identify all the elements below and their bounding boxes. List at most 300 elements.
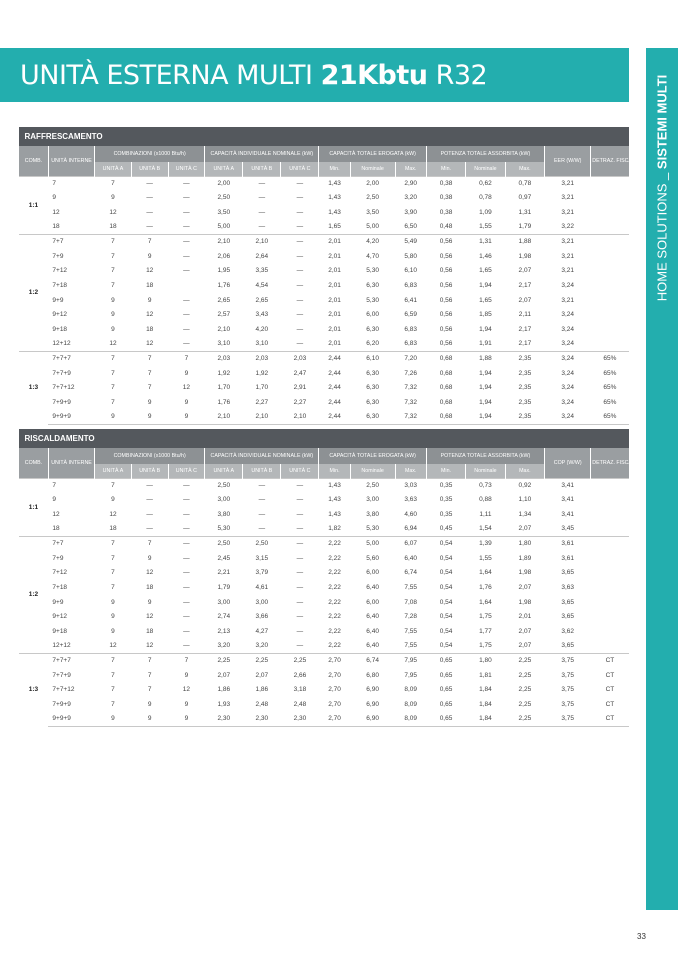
col-unita-interne: UNITÀ INTERNE — [48, 448, 94, 478]
value-cell: 3,62 — [561, 627, 575, 635]
value-cell: 3,21 — [561, 194, 575, 202]
value-cell: 1,93 — [217, 700, 231, 708]
value-cell: 2,22 — [328, 583, 341, 591]
value-cell: 3,61 — [561, 554, 575, 562]
value-cell: 2,07 — [217, 671, 231, 679]
value-cell: 2,70 — [328, 700, 341, 708]
title-bold: 21Kbtu — [320, 60, 428, 91]
col-cap-totale: CAPACITÀ TOTALE EROGATA (kW) — [319, 146, 426, 162]
value-cell: 3,24 — [561, 398, 575, 406]
value-cell: — — [168, 176, 205, 191]
value-cell: 2,01 — [328, 325, 341, 333]
value-cell: 3,75 — [545, 653, 591, 668]
value-cell: 1,46 — [479, 252, 492, 260]
value-cell: 2,01 — [328, 267, 341, 275]
value-cell: 3,24 — [561, 369, 575, 377]
value-cell: 5,30 — [350, 522, 395, 537]
value-cell: 1,76 — [217, 398, 231, 406]
table-row — [19, 522, 630, 537]
value-cell: — — [168, 337, 205, 352]
value-cell: 2,01 — [328, 296, 341, 304]
value-cell: 3,21 — [561, 267, 575, 275]
value-cell: 6,83 — [404, 281, 417, 289]
value-cell: 2,70 — [319, 712, 350, 727]
table-row — [19, 682, 630, 697]
header-row-sub — [19, 464, 630, 478]
value-cell: 1,94 — [479, 369, 492, 377]
indoor-units-cell: 9+18 — [52, 325, 68, 333]
value-cell — [591, 307, 629, 322]
value-cell: 2,22 — [319, 639, 350, 654]
value-cell — [591, 176, 629, 191]
indoor-units-cell: 7+7+9 — [52, 369, 71, 377]
value-cell: 0,65 — [426, 712, 465, 727]
value-cell: 0,54 — [439, 613, 453, 621]
value-cell: 1,64 — [479, 598, 492, 606]
value-cell: 7 — [147, 686, 152, 694]
value-cell: 2,25 — [505, 653, 544, 668]
value-cell: 2,17 — [518, 281, 532, 289]
value-cell: 2,91 — [293, 384, 307, 392]
value-cell: 7 — [95, 478, 132, 493]
value-cell: — — [168, 522, 205, 537]
indoor-units-cell: 9+12 — [52, 311, 68, 319]
subcol-nominale: Nominale — [350, 464, 395, 478]
value-cell: 3,22 — [545, 220, 591, 235]
value-cell: 2,50 — [350, 478, 395, 493]
side-label — [655, 75, 670, 302]
indoor-units-cell: 7+9 — [52, 252, 64, 260]
value-cell: 7 — [95, 653, 132, 668]
value-cell: — — [243, 522, 281, 537]
table-row — [19, 176, 630, 191]
value-cell: 2,10 — [243, 410, 281, 425]
indoor-units-cell: 9+9 — [52, 598, 64, 606]
value-cell: 3,10 — [243, 337, 281, 352]
subcol-nominale: Nominale — [350, 162, 395, 176]
value-cell: 7 — [111, 398, 115, 406]
value-cell: 2,17 — [505, 337, 544, 352]
value-cell: 7,55 — [404, 627, 417, 635]
indoor-units-cell: 18 — [48, 220, 94, 235]
value-cell: 1,31 — [466, 234, 505, 249]
value-cell: 3,24 — [545, 337, 591, 352]
value-cell: 1,86 — [255, 686, 269, 694]
value-cell: 6,83 — [404, 325, 417, 333]
value-cell: — — [281, 522, 319, 537]
value-cell: — — [168, 639, 205, 654]
value-cell: 1,95 — [217, 267, 231, 275]
value-cell: 2,50 — [243, 536, 281, 551]
value-cell: 2,44 — [319, 410, 350, 425]
value-cell: 3,21 — [545, 234, 591, 249]
col-cap-individuale: CAPACITÀ INDIVIDUALE NOMINALE (kW) — [205, 448, 319, 464]
value-cell: 3,80 — [217, 510, 231, 518]
value-cell: 8,09 — [404, 700, 417, 708]
value-cell: 1,81 — [479, 671, 492, 679]
value-cell: 4,54 — [255, 281, 269, 289]
value-cell: — — [296, 496, 304, 504]
value-cell: 6,83 — [395, 337, 426, 352]
col-combinazioni: COMBINAZIONI (x1000 Btu/h) — [95, 448, 205, 464]
value-cell: 6,20 — [350, 337, 395, 352]
value-cell: 3,21 — [561, 208, 575, 216]
value-cell: 0,38 — [426, 176, 465, 191]
value-cell: 3,24 — [561, 281, 575, 289]
table-row — [19, 668, 630, 683]
value-cell: 3,24 — [561, 384, 575, 392]
value-cell: 3,41 — [561, 510, 575, 518]
section-title: RISCALDAMENTO — [19, 429, 630, 448]
value-cell: 2,50 — [205, 478, 243, 493]
value-cell: 1,82 — [319, 522, 350, 537]
value-cell: 3,20 — [243, 639, 281, 654]
value-cell: 2,35 — [518, 398, 532, 406]
value-cell — [591, 478, 629, 493]
value-cell: — — [296, 627, 304, 635]
table-row — [19, 595, 630, 610]
indoor-units-cell: 7+7+9 — [52, 671, 71, 679]
value-cell: 1,94 — [479, 384, 492, 392]
value-cell: 7,55 — [404, 583, 417, 591]
cooling-table — [18, 127, 637, 425]
table-row — [19, 220, 630, 235]
header-row-sub — [19, 162, 630, 176]
value-cell: 0,65 — [439, 686, 453, 694]
value-cell: — — [131, 522, 168, 537]
value-cell: 2,01 — [518, 613, 532, 621]
value-cell: 2,11 — [518, 311, 531, 319]
value-cell: 2,90 — [395, 176, 426, 191]
value-cell: 2,35 — [505, 351, 544, 366]
value-cell: 0,92 — [505, 478, 544, 493]
value-cell: 5,00 — [350, 220, 395, 235]
value-cell: 6,90 — [366, 686, 379, 694]
value-cell: 1,43 — [328, 496, 341, 504]
value-cell: 2,35 — [505, 410, 544, 425]
value-cell: CT — [605, 671, 615, 679]
value-cell: 3,75 — [561, 700, 575, 708]
value-cell: — — [296, 296, 304, 304]
value-cell: 0,68 — [439, 384, 453, 392]
value-cell — [591, 639, 629, 654]
table-row — [19, 191, 630, 206]
value-cell: 2,65 — [255, 296, 269, 304]
value-cell: 7,26 — [404, 369, 417, 377]
value-cell: 2,07 — [518, 267, 532, 275]
value-cell: 1,43 — [319, 176, 350, 191]
table-row — [19, 264, 630, 279]
value-cell: 1,43 — [328, 510, 341, 518]
value-cell: 0,68 — [439, 398, 453, 406]
value-cell: 5,60 — [366, 554, 379, 562]
value-cell: 0,65 — [439, 700, 453, 708]
value-cell: 7,28 — [404, 613, 417, 621]
value-cell: 9 — [111, 325, 115, 333]
table-row — [19, 234, 630, 249]
value-cell: 12 — [146, 267, 154, 275]
value-cell: 6,00 — [366, 569, 379, 577]
value-cell: 0,48 — [426, 220, 465, 235]
value-cell: 4,70 — [366, 252, 379, 260]
value-cell: 65% — [603, 369, 617, 377]
value-cell: 0,54 — [439, 554, 453, 562]
value-cell: CT — [605, 686, 615, 694]
col-comb: COMB. — [19, 146, 49, 176]
value-cell: 0,68 — [426, 410, 465, 425]
value-cell — [591, 293, 629, 308]
value-cell: 2,70 — [328, 671, 341, 679]
table-row — [19, 278, 630, 293]
table-row — [19, 322, 630, 337]
value-cell: 4,20 — [255, 325, 269, 333]
value-cell: 0,65 — [426, 653, 465, 668]
value-cell: 0,56 — [439, 325, 453, 333]
value-cell: 2,22 — [328, 613, 341, 621]
table-row — [19, 712, 630, 727]
value-cell: 9 — [168, 410, 205, 425]
value-cell: 1,75 — [466, 639, 505, 654]
value-cell: 3,00 — [255, 598, 269, 606]
value-cell: 3,45 — [545, 522, 591, 537]
table-row — [19, 653, 630, 668]
value-cell: 65% — [591, 410, 629, 425]
value-cell: 1,84 — [466, 712, 505, 727]
indoor-units-cell: 7+7 — [48, 234, 94, 249]
value-cell: 1,98 — [518, 252, 532, 260]
value-cell: 2,07 — [505, 522, 544, 537]
value-cell: — — [296, 281, 304, 289]
value-cell: 1,98 — [518, 569, 532, 577]
value-cell — [591, 322, 629, 337]
value-cell — [591, 493, 629, 508]
value-cell: 0,54 — [439, 569, 453, 577]
value-cell: 2,25 — [205, 653, 243, 668]
value-cell: CT — [591, 653, 629, 668]
table-row — [19, 493, 630, 508]
value-cell: 1,86 — [217, 686, 231, 694]
value-cell: 4,27 — [255, 627, 269, 635]
subcol-unita-b: UNITÀ B — [243, 162, 281, 176]
value-cell: 6,59 — [404, 311, 417, 319]
value-cell — [591, 220, 629, 235]
value-cell: 2,10 — [205, 410, 243, 425]
value-cell: 12 — [95, 337, 132, 352]
value-cell: 3,61 — [545, 536, 591, 551]
value-cell: — — [183, 627, 190, 635]
value-cell: 3,03 — [395, 478, 426, 493]
value-cell: 6,94 — [395, 522, 426, 537]
value-cell: 3,20 — [205, 639, 243, 654]
value-cell: 9 — [95, 712, 132, 727]
value-cell: 9 — [131, 410, 168, 425]
subcol-min: Min. — [319, 162, 350, 176]
value-cell: 18 — [146, 627, 154, 635]
value-cell: 9 — [147, 252, 152, 260]
value-cell: 12 — [109, 510, 117, 518]
table-row — [19, 551, 630, 566]
value-cell: — — [168, 234, 205, 249]
value-cell: — — [131, 478, 168, 493]
value-cell: 1,79 — [217, 583, 231, 591]
value-cell: 3,21 — [545, 176, 591, 191]
value-cell: 12 — [109, 208, 117, 216]
value-cell: 2,44 — [328, 398, 341, 406]
value-cell: 0,54 — [439, 627, 453, 635]
value-cell: 8,09 — [404, 686, 417, 694]
value-cell: — — [168, 220, 205, 235]
value-cell: 12 — [146, 569, 154, 577]
value-cell: 7 — [111, 700, 115, 708]
value-cell: 0,73 — [466, 478, 505, 493]
value-cell: — — [183, 208, 190, 216]
value-cell: 9 — [147, 296, 152, 304]
value-cell: 9 — [111, 496, 115, 504]
table-row — [19, 580, 630, 595]
comb-cell: 1:3 — [19, 653, 49, 726]
value-cell: 2,22 — [328, 554, 341, 562]
value-cell: 0,54 — [426, 639, 465, 654]
value-cell: 7 — [95, 351, 132, 366]
value-cell: 2,44 — [328, 384, 341, 392]
value-cell: 3,24 — [561, 311, 575, 319]
value-cell: 7,55 — [395, 639, 426, 654]
value-cell: — — [296, 267, 304, 275]
value-cell: — — [296, 325, 304, 333]
value-cell — [591, 522, 629, 537]
value-cell: 1,55 — [479, 554, 492, 562]
col-cap-totale: CAPACITÀ TOTALE EROGATA (kW) — [319, 448, 426, 464]
value-cell: 2,30 — [281, 712, 319, 727]
value-cell: 9 — [147, 598, 152, 606]
value-cell: 9 — [111, 598, 115, 606]
subcol-max: Max. — [505, 464, 544, 478]
value-cell: 9 — [147, 700, 152, 708]
value-cell: 9 — [184, 398, 189, 406]
value-cell: 3,10 — [205, 337, 243, 352]
indoor-units-cell: 7+7+12 — [52, 686, 75, 694]
value-cell: 0,35 — [426, 478, 465, 493]
indoor-units-cell: 9 — [52, 496, 57, 504]
value-cell: — — [183, 554, 190, 562]
value-cell: — — [243, 478, 281, 493]
value-cell: 3,63 — [561, 583, 575, 591]
value-cell: 5,30 — [366, 267, 379, 275]
value-cell: 2,01 — [328, 252, 341, 260]
value-cell: — — [146, 208, 153, 216]
value-cell: 7 — [168, 351, 205, 366]
value-cell: — — [146, 194, 153, 202]
side-label-a: HOME SOLUTIONS _ — [654, 169, 670, 302]
value-cell: 1,98 — [518, 598, 532, 606]
value-cell: 3,00 — [217, 598, 231, 606]
value-cell: 3,24 — [561, 325, 575, 333]
value-cell: 0,78 — [505, 176, 544, 191]
value-cell: — — [183, 252, 190, 260]
indoor-units-cell: 7+9+9 — [52, 700, 71, 708]
value-cell — [591, 609, 629, 624]
value-cell: 6,00 — [366, 598, 379, 606]
value-cell: 12 — [95, 639, 132, 654]
value-cell: 18 — [95, 522, 132, 537]
value-cell: 1,54 — [466, 522, 505, 537]
value-cell: 9 — [184, 700, 189, 708]
value-cell: 2,21 — [217, 569, 231, 577]
value-cell: 7 — [131, 234, 168, 249]
value-cell: 7 — [95, 176, 132, 191]
value-cell: 1,34 — [518, 510, 532, 518]
value-cell — [591, 191, 629, 206]
value-cell: 9 — [131, 712, 168, 727]
header-row-main — [19, 448, 630, 464]
value-cell: 6,00 — [366, 311, 379, 319]
value-cell: 9 — [168, 712, 205, 727]
value-cell: 0,56 — [439, 311, 453, 319]
value-cell: 1,80 — [466, 653, 505, 668]
subcol-unita-c: UNITÀ C — [281, 162, 319, 176]
table-row — [19, 507, 630, 522]
value-cell: 7 — [111, 583, 115, 591]
heating-table — [18, 429, 637, 727]
value-cell: — — [281, 639, 319, 654]
value-cell: 12 — [146, 311, 154, 319]
value-cell: 3,63 — [404, 496, 417, 504]
value-cell: 0,56 — [439, 296, 453, 304]
value-cell: 7 — [131, 653, 168, 668]
value-cell: 9 — [95, 410, 132, 425]
value-cell: 3,24 — [545, 410, 591, 425]
value-cell: — — [243, 176, 281, 191]
value-cell: 2,07 — [518, 627, 532, 635]
value-cell: 1,76 — [217, 281, 231, 289]
value-cell: — — [131, 220, 168, 235]
table-row — [19, 566, 630, 581]
value-cell: 2,25 — [518, 700, 532, 708]
value-cell: 6,07 — [395, 536, 426, 551]
value-cell: 2,47 — [293, 369, 307, 377]
section-header-row — [19, 127, 630, 146]
value-cell: 0,38 — [439, 194, 453, 202]
value-cell: 7 — [111, 686, 115, 694]
value-cell: 2,50 — [205, 536, 243, 551]
value-cell: 2,03 — [205, 351, 243, 366]
value-cell: 1,84 — [479, 700, 492, 708]
comb-cell: 1:2 — [19, 234, 49, 351]
value-cell: 1,94 — [466, 410, 505, 425]
value-cell: 1,94 — [479, 325, 492, 333]
value-cell: 3,35 — [255, 267, 269, 275]
value-cell: 4,60 — [404, 510, 417, 518]
value-cell: 12 — [146, 613, 154, 621]
value-cell: — — [296, 311, 304, 319]
indoor-units-cell: 12 — [52, 208, 60, 216]
value-cell: 65% — [603, 384, 617, 392]
value-cell: 1,91 — [466, 337, 505, 352]
value-cell — [591, 566, 629, 581]
title-suffix: R32 — [427, 60, 488, 91]
value-cell: 6,40 — [366, 613, 379, 621]
value-cell: 3,80 — [366, 510, 379, 518]
value-cell: 5,30 — [366, 296, 379, 304]
value-cell — [591, 205, 629, 220]
value-cell: 7 — [111, 671, 115, 679]
col-potenza: POTENZA TOTALE ASSORBITA (kW) — [426, 146, 544, 162]
value-cell: 0,35 — [439, 496, 453, 504]
value-cell: 1,94 — [479, 398, 492, 406]
value-cell: 2,22 — [328, 598, 341, 606]
value-cell: 2,57 — [217, 311, 231, 319]
value-cell: — — [281, 536, 319, 551]
